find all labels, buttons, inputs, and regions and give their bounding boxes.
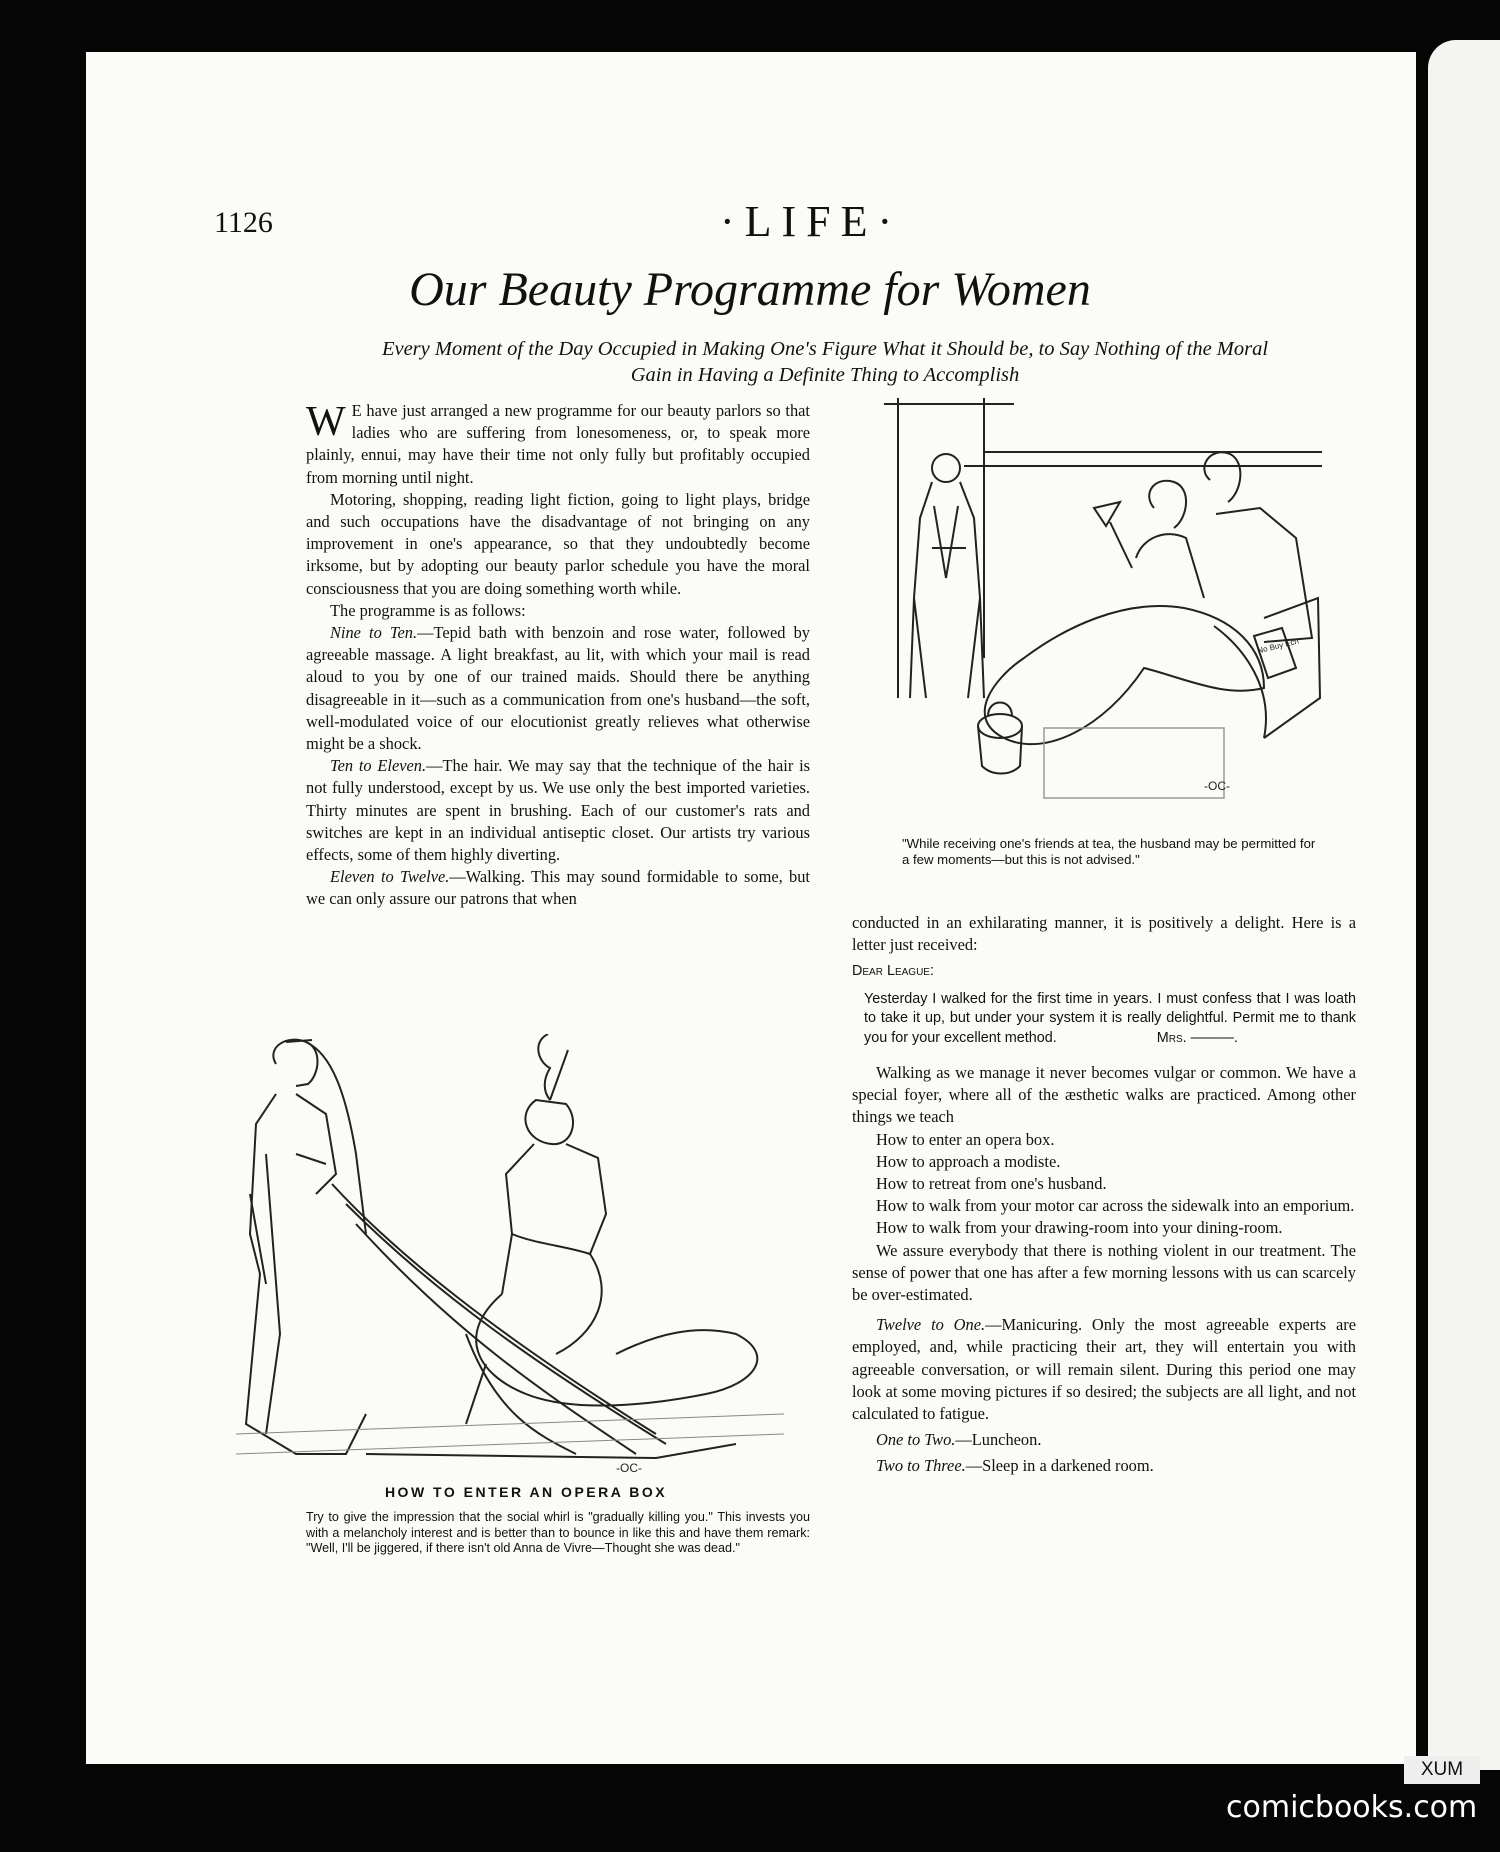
time-heading: Ten to Eleven. — [330, 756, 427, 776]
paragraph-two-to-three: Two to Three.—Sleep in a darkened room. — [876, 1456, 1154, 1476]
paragraph-one-to-two: One to Two.—Luncheon. — [876, 1430, 1042, 1450]
time-heading: Twelve to One. — [876, 1315, 986, 1335]
tea-scene-illustration — [884, 398, 1324, 822]
archive-tag: XUM — [1404, 1756, 1480, 1784]
tea-scene-caption: "While receiving one's friends at tea, the husband may be permitted for a few moments—but this is not advised." — [902, 836, 1316, 867]
opera-box-caption: Try to give the impression that the social whirl is "gradually killing you." This invests you with a melancholy interest and is better than to bounce in like this and have them remark: "Well, I'll be jiggered, if there isn't old Anna de Vivre—Thought she was dead." — [306, 1510, 810, 1556]
list-item: How to approach a modiste. — [876, 1151, 1061, 1171]
list-item: How to walk from your drawing-room into your dining-room. — [876, 1218, 1283, 1238]
illustration-signature: -OC- — [1204, 779, 1230, 793]
time-heading: Eleven to Twelve. — [330, 867, 450, 887]
time-heading: One to Two. — [876, 1430, 956, 1450]
letter-body: Yesterday I walked for the first time in years. I must confess that I was loath to take it up, but under your system it is really delightful. Permit me to thank you for your excellent method. — [864, 990, 1356, 1046]
paragraph-twelve-to-one: Twelve to One.—Manicuring. Only the most agreeable experts are employed, and, while practicing their art, they will entertain you with agreeable conversation, or will remain silent. During this period one may look at some moving pictures if so desired; the subjects are all light, and not calculated to fatigue. — [852, 1315, 1356, 1424]
time-heading: Nine to Ten. — [330, 623, 418, 643]
paragraph-walking: Walking as we manage it never becomes vulgar or common. We have a special foyer, where all of the æsthetic walks are practiced. Among other things we teach — [852, 1063, 1356, 1127]
paragraph-eleven-to-twelve: Eleven to Twelve.—Walking. This may sound formidable to some, but we can only assure our patrons that when — [306, 867, 810, 909]
paragraph-assure: We assure everybody that there is nothing violent in our treatment. The sense of power that one has after a few morning lessons with us can scarcely be over-estimated. — [852, 1240, 1356, 1305]
paragraph-motoring: Motoring, shopping, reading light fiction, going to light plays, bridge and such occupations have the disadvantage of not bringing on any improvement in one's appearance, so that they undoubtedly become irksome, but by adopting our beauty parlor schedule you have the moral consciousness that you are doing something worth while. — [306, 489, 810, 598]
article-title: Our Beauty Programme for Women — [409, 263, 1091, 316]
paragraph-ten-to-eleven: Ten to Eleven.—The hair. We may say that the technique of the hair is not fully understood, except by us. We use only the best imported varieties. Thirty minutes are spent in brushing. Each of our customer's rats and switches are kept in an individual antiseptic closet. Our artists try various effects, some of them highly diverting. — [306, 756, 810, 865]
letter-salutation: Dear League: — [852, 963, 934, 980]
list-item: How to retreat from one's husband. — [876, 1174, 1107, 1194]
paragraph-nine-to-ten: Nine to Ten.—Tepid bath with benzoin and rose water, followed by agreeable massage. A light breakfast, au lit, with which your mail is read aloud to you by one of our trained maids. Should there be anything disagreeable in it—such as a communication from one's husband—the soft, well-modulated voice of our elocutionist greatly relieves what otherwise might be a shock. — [306, 623, 810, 754]
article-subtitle: Every Moment of the Day Occupied in Making One's Figure What it Should be, to Say Nothing of the Moral Gain in Having a Definite Thing to Accomplish — [381, 338, 1269, 386]
site-watermark: comicbooks.com — [1226, 1790, 1478, 1825]
list-item: How to enter an opera box. — [876, 1129, 1055, 1149]
reader-letter — [852, 962, 1356, 1048]
letter-signature: Mrs. ———. — [1156, 1029, 1238, 1046]
illustration-signature: -OC- — [616, 1461, 642, 1475]
drop-cap: W — [306, 399, 346, 445]
paragraph-programme-intro: The programme is as follows: — [330, 600, 526, 620]
column-left — [306, 400, 810, 911]
paragraph-intro: E have just arranged a new programme for our beauty parlors so that ladies who are suffering from lonesomeness, or, to speak more plainly, ennui, may have their time not only fully but profitably occupied from morning until night. — [306, 401, 810, 487]
list-item: How to walk from your motor car across the sidewalk into an emporium. — [876, 1196, 1355, 1216]
opera-box-title: HOW TO ENTER AN OPERA BOX — [384, 1484, 668, 1500]
sign-text: No Buy Ecn — [1256, 636, 1300, 656]
masthead: ·LIFE· — [720, 197, 903, 246]
column-right — [852, 912, 1356, 1478]
opera-box-illustration — [236, 1034, 784, 1476]
time-heading: Two to Three. — [876, 1456, 966, 1476]
page-number: 1126 — [214, 206, 273, 239]
paragraph-conducted: conducted in an exhilarating manner, it is positively a delight. Here is a letter just received: — [852, 913, 1356, 955]
